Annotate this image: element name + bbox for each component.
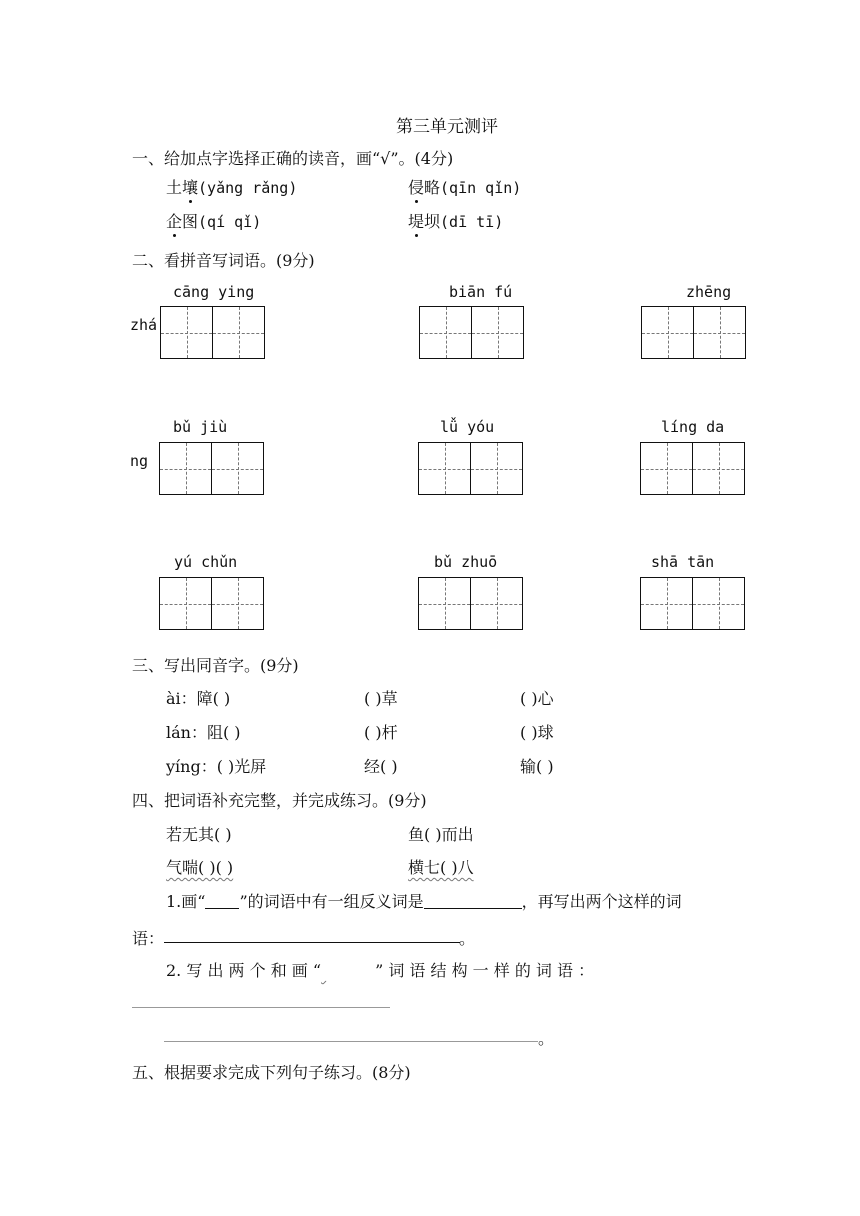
homophone-item[interactable]: yíng：( )光屏 <box>166 757 267 776</box>
dotted-char: 堤 <box>408 209 424 232</box>
pinyin-label: lǚ yóu <box>440 418 495 436</box>
homophone-item[interactable]: ài：障( ) <box>166 689 231 708</box>
pinyin-label: biān fú <box>449 283 513 301</box>
section-2-heading: 二、看拼音写词语。(9分) <box>132 251 315 270</box>
writing-grid[interactable] <box>159 442 264 495</box>
pinyin-label: líng da <box>661 418 725 436</box>
s1-item-4: 堤坝(dī tī) <box>408 209 503 232</box>
section-3-heading: 三、写出同音字。(9分) <box>132 656 299 675</box>
idiom-fill-wavy[interactable]: 气喘( )( ) <box>166 858 234 877</box>
idiom-fill[interactable]: 鱼( )而出 <box>408 825 474 844</box>
pinyin-label: zhēng <box>686 283 732 301</box>
period: 。 <box>538 1029 555 1048</box>
dotted-char: 侵 <box>408 175 424 198</box>
wavy-underline-sample <box>321 961 375 980</box>
pinyin-prefix: zhá <box>130 316 158 334</box>
pinyin-label: shā tān <box>651 553 715 571</box>
writing-grid[interactable] <box>160 306 265 359</box>
idiom-fill-wavy[interactable]: 横七( )八 <box>408 858 474 877</box>
pinyin-label: yú chǔn <box>174 553 238 571</box>
writing-grid[interactable] <box>419 306 524 359</box>
answer-blank[interactable] <box>424 908 522 909</box>
writing-grid[interactable] <box>418 577 523 630</box>
homophone-item[interactable]: 输( ) <box>520 757 554 776</box>
writing-grid[interactable] <box>640 577 745 630</box>
homophone-item[interactable]: ( )草 <box>364 689 398 708</box>
question-1-cont: 语： <box>132 929 165 948</box>
period: 。 <box>459 929 476 948</box>
pinyin-label: bǔ zhuō <box>434 553 498 571</box>
idiom-fill[interactable]: 若无其( ) <box>166 825 232 844</box>
section-4-heading: 四、把词语补充完整，并完成练习。(9分) <box>132 791 427 810</box>
homophone-item[interactable]: 经( ) <box>364 757 398 776</box>
homophone-item[interactable]: ( )杆 <box>364 723 398 742</box>
answer-line[interactable] <box>132 1007 390 1008</box>
writing-grid[interactable] <box>641 306 746 359</box>
dotted-char: 壤 <box>182 175 198 198</box>
homophone-item[interactable]: ( )球 <box>520 723 554 742</box>
writing-grid[interactable] <box>418 442 523 495</box>
answer-line[interactable] <box>164 1041 538 1042</box>
straight-underline-sample <box>205 908 239 909</box>
writing-grid[interactable] <box>159 577 264 630</box>
section-5-heading: 五、根据要求完成下列句子练习。(8分) <box>132 1063 411 1082</box>
s1-item-3: 企图(qí qǐ) <box>166 209 261 232</box>
homophone-item[interactable]: lán：阻( ) <box>166 723 241 742</box>
homophone-item[interactable]: ( )心 <box>520 689 554 708</box>
pinyin-label: bǔ jiù <box>173 418 228 436</box>
s1-item-2: 侵略(qīn qǐn) <box>408 175 521 198</box>
pinyin-label: cāng ying <box>173 283 255 301</box>
question-2: 2. 写 出 两 个 和 画 “ ” 词 语 结 构 一 样 的 词 语 ： <box>166 961 595 980</box>
question-1: 1.画“ ”的词语中有一组反义词是 ，再写出两个这样的词 <box>166 892 682 911</box>
dotted-char: 企 <box>166 209 182 232</box>
s1-item-1: 土壤(yǎng rǎng) <box>166 175 297 198</box>
answer-line[interactable] <box>164 942 460 943</box>
writing-grid[interactable] <box>640 442 745 495</box>
pinyin-prefix: ng <box>130 452 149 470</box>
page-title: 第三单元测评 <box>396 117 498 137</box>
section-1-heading: 一、给加点字选择正确的读音，画“√”。(4分) <box>132 149 454 168</box>
